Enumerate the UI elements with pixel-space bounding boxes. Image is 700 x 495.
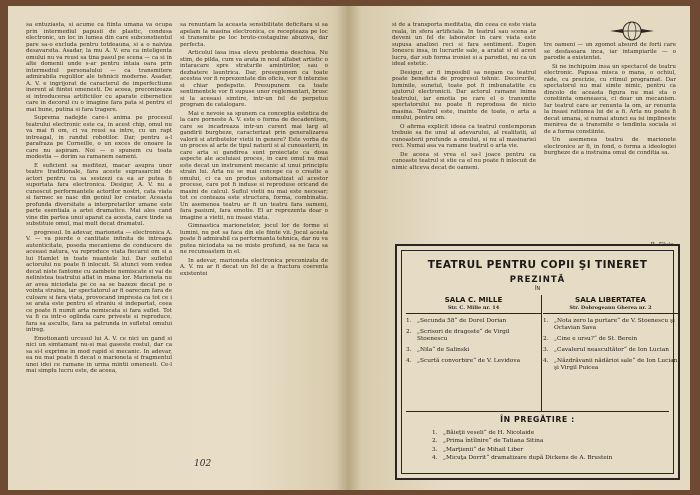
show-item	[543, 347, 678, 354]
show-title: „Nota zero la purtare“ de V. Stoenescu şi Octavian Sava	[554, 318, 675, 331]
poster-title: TEATRUL PENTRU COPII ŞI TINERET	[427, 259, 648, 271]
paragraph: tre oameni — un zgomot absurd de forti care se desfasoara inca, iar intampiarile — o parodie a existentei.	[544, 42, 676, 61]
in-preparation-title: ÎN PREGĂTIRE :	[500, 415, 575, 424]
show-number: 3.	[406, 347, 412, 353]
hall-c-mille	[406, 295, 541, 365]
poster-in: ÎN	[534, 286, 541, 292]
page-number: 102	[194, 459, 212, 469]
paragraph: Desigur, ar fi imposibil sa negam ca teatrul poate beneficia de progresul tehnic. Decorurile, luminile, sunetul, toate pot fi imbunatatite cu ajutorul electronicii. Dar actorul ramane inima teatrului, iar emotia pe care el o transmite spectatorului nu poate fi reprodusa de nicio masina. Teatrul este, inainte de toate, o arta a omului, pentru om.	[392, 69, 536, 121]
hall-name: SALA C. MILLE	[444, 295, 503, 304]
globe-logo-icon	[608, 20, 656, 42]
show-title: „Prima întîlnire“ de Tatiana Sitina	[443, 438, 544, 444]
paragraph: Suprema nadejde care-i anima pe procesul teatrului electronic este ca, in acest chip, omul nu va mai fi om, ci va reusi sa intre, cu un rapt intreagal, in randul robotilor. Dar, pentru a-l parafraza pe Corneille, o un exces de onoare la care nu aspiram. Noi — o spunem cu toata modestia — dorim sa ramanem oameni.	[26, 115, 172, 160]
paragraph: progresul. In adevar, marioneta — electronica A. V. — va pierde o cantitate infinita de intreaga autenticitate, poseda mecanisme de conducere de aceeasi natura, va reproduce viata fiecarui om si a lui Hamlet in toate nuantele lui. Dar sufletul actorului nu poate fi inlocuit. Si atunci vom vedea decat niste fantome cu zambete nemiscate si vai de nelinistea teatrului aflat in mana lor. Marioneta nu ar avea niciodata pe ce sa se bazeze decat pe o vointa straina, iar spectatorul ar fi oarecum fara de culoare si fara viata, provocand impresia ca tot ce i se arata este pentru el straniu si indepartat, ceea ce poate fi numit arta nemiscata si fara suflet. Tot va fi ca intr-o oglinda care priveste si reproduce, fara sa asculte, fara sa patrunda in sufletul omului intreg.	[26, 229, 172, 333]
show-title: „Scurtă convorbire“ de V. Levidova	[417, 358, 521, 364]
show-title: „Cavalerul neascultător“ de Ion Lucian	[554, 347, 669, 353]
show-title: „Nila“ de Salinski	[417, 347, 470, 353]
show-item	[406, 329, 541, 343]
paragraph: O afirma explicit ideea ca teatrul contemporan trebuie sa fie unul al adevarului, al realitatii, al cunoasterii profunde a omului, si nu al masinariei reci. Numai asa va ramane teatrul o arta vie.	[392, 123, 536, 149]
paragraph: Articolul lasa insa elevu problema deschisa. Nu stim, de pilda, cum va arata in noul alfabet artistic o intaracare spre straturile amintirilor, sau o dezbatere launtrica. Dar, presupunem ca toate acestea vor fi reprezentate din oficiu, vor fi interzise si chiar pedepsite. Presupunem ca toate sentimentele vor fi supuse unor reglementari, brusc si la aceeasi simtire, intr-un fel de perpetuu program de catalogare.	[180, 50, 328, 108]
show-title: „Scrisori de dragoste“ de Virgil Stoenescu	[417, 329, 510, 342]
right-page-column-1	[392, 22, 536, 244]
left-page	[8, 6, 348, 490]
show-number: 1.	[406, 318, 412, 324]
hall-address: Str. C. Mille nr. 14	[406, 305, 541, 314]
paragraph: E suficient sa meditezi, macar asupra unor teatre traditionale, fara aceste suprasarcini de actori pentru ca sa sesizezi ca ea ar putea fi suportata fara electronica. Desigur, A. V. nu a cunoscut performantele actorilor nostri, cata viata si farmec se nasc din geniul lor creator. Aceasta profunda diversitate a interpretarilor umane este parte esentiala a artei dramatice. Mai ales cand vine din partea unui aparat ca acesta, care tinde sa substituie omul, mai mult decat dramatul.	[26, 162, 172, 227]
paragraph: sa renuntam la aceasta sensibilitate deficitara si sa apelam la masina electronica, ce recepteaza pe loc si transmite pe loc bruto-costaguine abuziva, dar perfecta.	[180, 22, 328, 48]
column-divider	[541, 295, 542, 411]
left-page-column-1	[26, 22, 172, 452]
show-item	[406, 347, 541, 354]
show-number: 1.	[432, 429, 438, 436]
show-item	[432, 455, 672, 462]
show-number: 2.	[406, 329, 412, 335]
paragraph: si de a transporta meditatia, din ceea ce este viata reala, in sfera artificiala. In teatrul sau scena ar deveni un fel de laborator in care viata este supusa analizei reci si fara sentiment. Eugen Ionescu insa, in lucrarile sale, a aratat si el acest lucru, dar sub forma ironiei si a parodiei, nu ca un ideal estetic.	[392, 22, 536, 67]
show-item	[406, 358, 541, 365]
show-title: „Năzdrăvanii nădărioi sale“ de Ion Lucian şi Virgil Puicea	[554, 358, 678, 371]
right-page-column-2	[544, 42, 676, 238]
section-divider	[406, 411, 669, 412]
show-number: 4.	[432, 455, 438, 461]
show-number: 3.	[432, 446, 438, 453]
show-item	[543, 358, 678, 372]
show-item	[432, 447, 672, 454]
paragraph: Si ne inchipuim insa un spectacol de teatru electronic. Papusa misca o mana, o ochiul, rade, cu precizie, cu ritmul programat. Dar spectatorul nu mai simte nimic, pentru ca dincolo de aceasta figura nu mai sta o constiinta omeneasca, ci doar un mecanism. Iar teatrul care ar renunta la om, ar renunta la insasi ratiunea lui de a fi. Arta nu poate fi decat umana, si numai atunci ea isi implineste menirea de a transmite o tendinta sociala si de a forma constiinte.	[544, 63, 676, 135]
show-number: 1.	[543, 318, 549, 324]
show-item	[543, 336, 678, 343]
show-number: 4.	[543, 358, 549, 364]
show-title: „Secunda 58“ de Dorel Dorian	[417, 318, 507, 324]
hall-name: SALA LIBERTATEA	[575, 295, 646, 304]
show-item	[432, 438, 672, 445]
paragraph: Emotionanti urcusul lui A. V. ce nici un gand si nici un simtamant nu-si mai gaseste rostul, dar ca sa si-l exprime in mod rapid si mecanic. In adevar, ea nu mai poate fi decat o marioneta si fragmentul unei idei ce ramane in urma mintii omenesti. Ce-l mai simplu lucru este, de aceea,	[26, 335, 172, 374]
show-item	[543, 318, 678, 332]
hall-address: Str. Dobrogeanu Gherea nr. 2	[543, 305, 678, 314]
show-title: „Micuţa Dorrit“ dramatizare după Dickens de A. Brustein	[443, 455, 613, 461]
paragraph: Un asemenea teatru de marionete electronice ar fi, in fond, o forma a ideologiei burgheze de a instraina omul de conditia sa.	[544, 137, 676, 156]
left-page-column-2	[180, 22, 328, 452]
in-preparation-list	[432, 428, 672, 462]
show-number: 3.	[543, 347, 549, 353]
poster-frame	[401, 250, 678, 474]
poster-presents: PREZINTĂ	[509, 275, 566, 285]
show-number: 2.	[432, 438, 438, 444]
theatre-poster	[395, 244, 680, 480]
show-title: „Cine e ursu?“ de St. Berein	[554, 336, 638, 342]
paragraph: sa entuziasta, si acume ca fiinta umana va ocupa prin intermediul papusii de plastic, condusa electronic, un loc in lumea din care subconstientul pare sa-o excluda pentru totdeauna, si a o naiviza desavarsita. Asadar, la mu A. V. era ca inteligenta omului nu va reusi sa tina pasul pe scena — ca si in alte domenii unde s-ar pentru intaia oara prin intermediul personalului — ca transmitere admirabila regulilor ale tehnicii moderne. Asadar, A. V. e ingrijorat de caracterul de imperfectiune inerent al fiintei omenesti. De aceea, preconizeaza si introducerea artificiilor cu aparate cibernetice care in decorul cu o imagine fara pata si pentru el mai bune, putina si fara tragere.	[26, 22, 172, 113]
paragraph: Mai e nevoie sa spunem ca conceptia estetica de la care porneste A. V. este o forma de decadentism, care se incadreaza intr-un curent mai larg al gandirii burgheze, caracterizat prin generalizarea valorii si atributelor vietii in genere? Este vorba de un proces al arte de tipul naturii si al cunoasterii, in care arta si gandirea sunt proiectate ca doua aspecte ale aceluiasi proces, in care omul nu mai este decat un instrument mecanic al unui principiu strain lui. Arta nu se mai concepe ca o creatie a omului, ci ca un produs automatizat al acestor procese, care pot fi induse si reproduse oricand de masini de calcul. Suflul vietii nu mai este necesar; tot ce conteaza este structura, forma, combinatia. Un asemenea teatru ar fi un teatru fara oameni, fara pasiuni, fara emotie. El ar reprezenta doar o imagine a vietii, nu insasi viata.	[180, 110, 328, 221]
book-spread	[8, 6, 690, 490]
show-number: 4.	[406, 358, 412, 364]
paragraph: In adevar, marioneta electronica preconizata de A. V. nu ar fi decat un fel de a fractura coerenta existentei	[180, 257, 328, 277]
show-title: „Marţienii“ de Mihail Liber	[443, 446, 524, 453]
show-number: 2.	[543, 336, 549, 342]
show-item	[432, 430, 672, 437]
hall-libertatea	[543, 295, 678, 372]
show-title: „Băieţii veseli“ de H. Nicolaide	[443, 429, 535, 436]
paragraph: De aceea si vrea el sa-l joace pentru ca cunoaste teatrul si stie ca el nu poate fi inlocuit de nimic altceva decat de oameni.	[392, 151, 536, 171]
show-item	[406, 318, 541, 325]
paragraph: Gimnastica marionetelor, jocul lor de forme si lumini, nu pot sa faca din ele fiinte vii. Jocul acesta poate fi admirabil ca performanta tehnica, dar nu va putea niciodata sa ne miste profund, sa ne faca sa ne recunoastem in el.	[180, 223, 328, 255]
